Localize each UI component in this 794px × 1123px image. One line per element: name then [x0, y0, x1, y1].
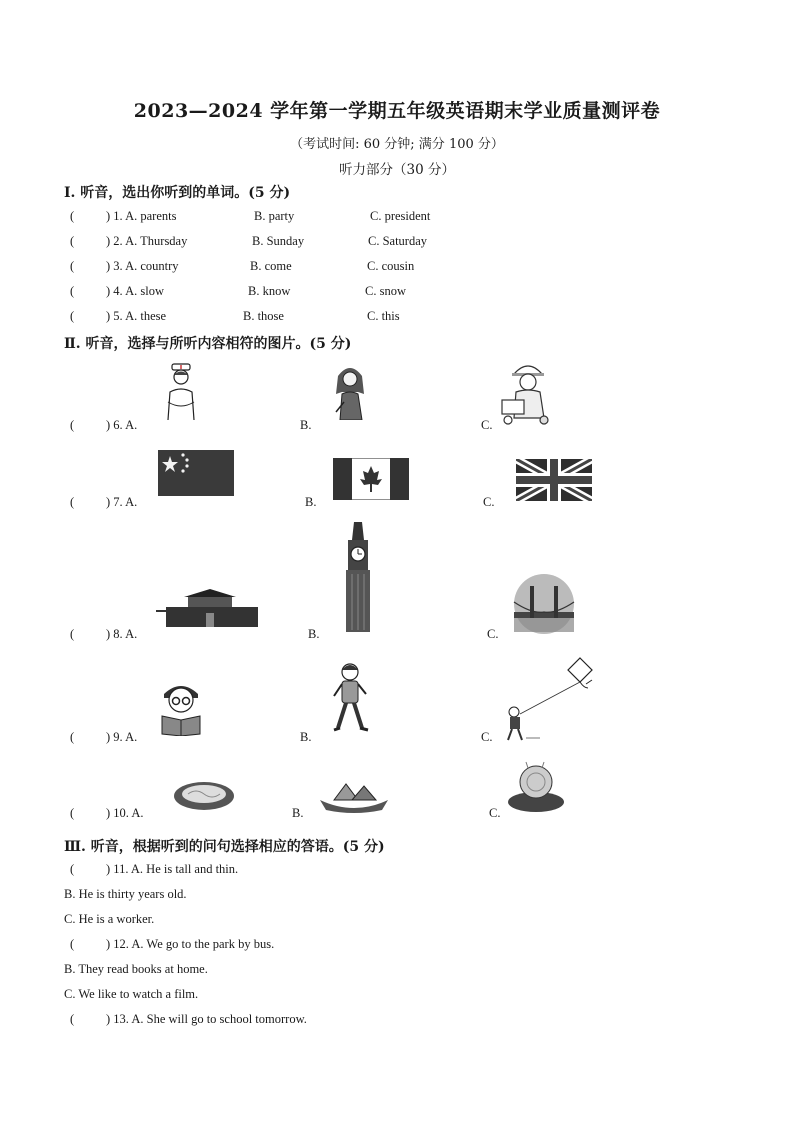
question-9-label-c: C.: [481, 730, 493, 744]
question-4-option-c: C. snow: [365, 284, 406, 298]
question-9-label-b: B.: [300, 730, 312, 744]
question-8-label-a: ) 8. A.: [106, 627, 138, 641]
question-4-option-b: B. know: [248, 284, 291, 298]
boy-walking-picture[interactable]: [328, 662, 372, 734]
china-flag-picture[interactable]: [158, 450, 234, 496]
answer-paren[interactable]: (: [70, 730, 75, 744]
question-2-option-b: B. Sunday: [252, 234, 305, 248]
question-11-option-c: C. He is a worker.: [64, 912, 155, 926]
answer-paren[interactable]: (: [70, 234, 75, 248]
zongzi-picture[interactable]: [316, 780, 392, 814]
question-12-option-a: ) 12. A. We go to the park by bus.: [106, 937, 275, 951]
question-3-option-b: B. come: [250, 259, 292, 273]
tiananmen-picture[interactable]: [156, 585, 260, 629]
answer-paren[interactable]: (: [70, 806, 75, 820]
big-ben-picture[interactable]: [328, 522, 388, 632]
question-8-label-b: B.: [308, 627, 320, 641]
section-1-heading: Ⅰ. 听音，选出你听到的单词。(5 分): [64, 185, 291, 201]
question-6-label-c: C.: [481, 418, 493, 432]
question-12-option-b: B. They read books at home.: [64, 962, 208, 976]
question-6-label-a: ) 6. A.: [106, 418, 138, 432]
question-3-option-a: ) 3. A. country: [106, 259, 179, 273]
question-10-label-a: ) 10. A.: [106, 806, 144, 820]
question-8-label-c: C.: [487, 627, 499, 641]
answer-paren[interactable]: (: [70, 862, 75, 876]
answer-paren[interactable]: (: [70, 495, 75, 509]
question-7-label-c: C.: [483, 495, 495, 509]
worker-picture[interactable]: [500, 360, 556, 426]
answer-paren[interactable]: (: [70, 937, 75, 951]
question-3-option-c: C. cousin: [367, 259, 415, 273]
boy-reading-picture[interactable]: [156, 680, 206, 736]
girl-picture[interactable]: [330, 364, 370, 420]
question-1-option-b: B. party: [254, 209, 295, 223]
question-13-option-a: ) 13. A. She will go to school tomorrow.: [106, 1012, 307, 1026]
question-2-option-a: ) 2. A. Thursday: [106, 234, 188, 248]
question-11-option-a: ) 11. A. He is tall and thin.: [106, 862, 239, 876]
question-5-option-b: B. those: [243, 309, 284, 323]
answer-paren[interactable]: (: [70, 627, 75, 641]
section-2-heading: Ⅱ. 听音，选择与所听内容相符的图片。(5 分): [64, 336, 352, 352]
question-5-option-a: ) 5. A. these: [106, 309, 167, 323]
bridge-picture[interactable]: [512, 572, 576, 636]
canada-flag-picture[interactable]: [333, 458, 409, 500]
question-7-label-a: ) 7. A.: [106, 495, 138, 509]
question-10-label-b: B.: [292, 806, 304, 820]
uk-flag-picture[interactable]: [516, 459, 592, 501]
question-1-option-c: C. president: [370, 209, 431, 223]
part-title: 听力部分（30 分）: [339, 162, 455, 178]
question-6-label-b: B.: [300, 418, 312, 432]
question-1-option-a: ) 1. A. parents: [106, 209, 177, 223]
question-5-option-c: C. this: [367, 309, 400, 323]
question-2-option-c: C. Saturday: [368, 234, 428, 248]
noodles-plate-picture[interactable]: [172, 778, 236, 812]
answer-paren[interactable]: (: [70, 259, 75, 273]
question-4-option-a: ) 4. A. slow: [106, 284, 164, 298]
question-12-option-c: C. We like to watch a film.: [64, 987, 199, 1001]
answer-paren[interactable]: (: [70, 309, 75, 323]
question-7-label-b: B.: [305, 495, 317, 509]
question-9-label-a: ) 9. A.: [106, 730, 138, 744]
page-title: 2023—2024 学年第一学期五年级英语期末学业质量测评卷: [133, 100, 661, 122]
answer-paren[interactable]: (: [70, 1012, 75, 1026]
question-10-label-c: C.: [489, 806, 501, 820]
answer-paren[interactable]: (: [70, 209, 75, 223]
answer-paren[interactable]: (: [70, 418, 75, 432]
answer-paren[interactable]: (: [70, 284, 75, 298]
mooncake-picture[interactable]: [506, 758, 566, 814]
nurse-picture[interactable]: [160, 362, 204, 420]
question-11-option-b: B. He is thirty years old.: [64, 887, 187, 901]
section-3-heading: Ⅲ. 听音，根据听到的问句选择相应的答语。(5 分): [64, 839, 385, 855]
kite-flying-picture[interactable]: [500, 654, 600, 742]
exam-info: （考试时间: 60 分钟; 满分 100 分）: [290, 137, 504, 152]
